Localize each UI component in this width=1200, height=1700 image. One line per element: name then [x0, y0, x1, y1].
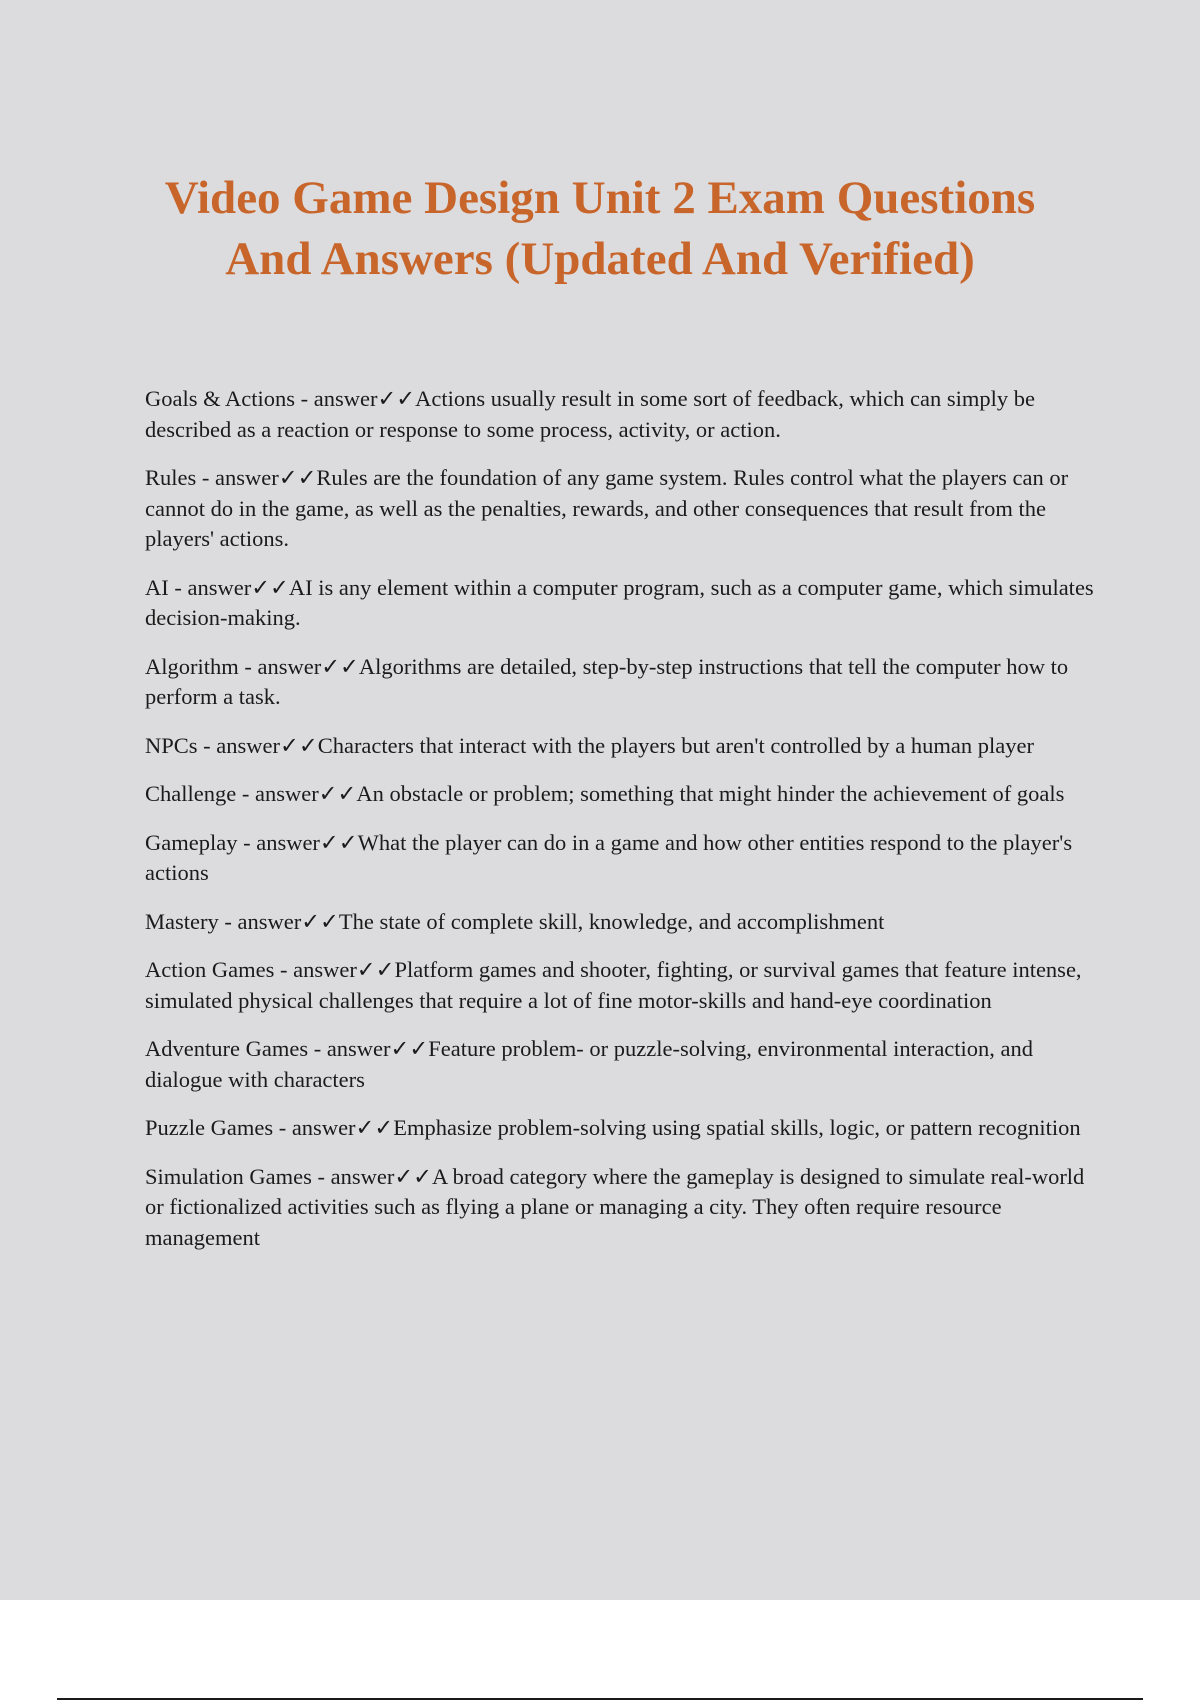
qa-item-ai: AI - answer✓✓AI is any element within a computer program, such as a computer game, which simulates decision-making. [145, 574, 1094, 630]
qa-item-adventure-games: Adventure Games - answer✓✓Feature problem- or puzzle-solving, environmental interaction, and dialogue with characters [145, 1036, 1034, 1092]
title-line-1: Video Game Design Unit 2 Exam Questions [164, 172, 1036, 224]
title-line-2: And Answers (Updated And Verified) [225, 233, 975, 285]
qa-item-npcs: NPCs - answer✓✓Characters that interact with the players but aren't controlled by a human player [145, 732, 1034, 758]
qa-list [145, 384, 1095, 1271]
qa-item-gameplay: Gameplay - answer✓✓What the player can do in a game and how other entities respond to the player's actions [145, 829, 1073, 885]
qa-item-algorithm: Algorithm - answer✓✓Algorithms are detailed, step-by-step instructions that tell the computer how to perform a task. [145, 653, 1069, 709]
qa-item-action-games: Action Games - answer✓✓Platform games and shooter, fighting, or survival games that feature intense, simulated physical challenges that require a lot of fine motor-skills and hand-eye coordination [145, 957, 1082, 1013]
qa-item-puzzle-games: Puzzle Games - answer✓✓Emphasize problem-solving using spatial skills, logic, or pattern recognition [145, 1115, 1081, 1140]
document-title [100, 168, 1100, 290]
qa-item-simulation-games: Simulation Games - answer✓✓A broad category where the gameplay is designed to simulate real-world or fictionalized activities such as flying a plane or managing a city. They often require resource management [145, 1163, 1085, 1250]
qa-item-goals-actions: Goals & Actions - answer✓✓Actions usually result in some sort of feedback, which can simply be described as a reaction or response to some process, activity, or action. [145, 386, 1036, 442]
qa-item-challenge: Challenge - answer✓✓An obstacle or problem; something that might hinder the achievement of goals [145, 781, 1065, 806]
qa-item-mastery: Mastery - answer✓✓The state of complete skill, knowledge, and accomplishment [145, 908, 885, 934]
qa-item-rules: Rules - answer✓✓Rules are the foundation of any game system. Rules control what the players can or cannot do in the game, as well as the penalties, rewards, and other consequences that result from the players' actions. [145, 465, 1069, 551]
